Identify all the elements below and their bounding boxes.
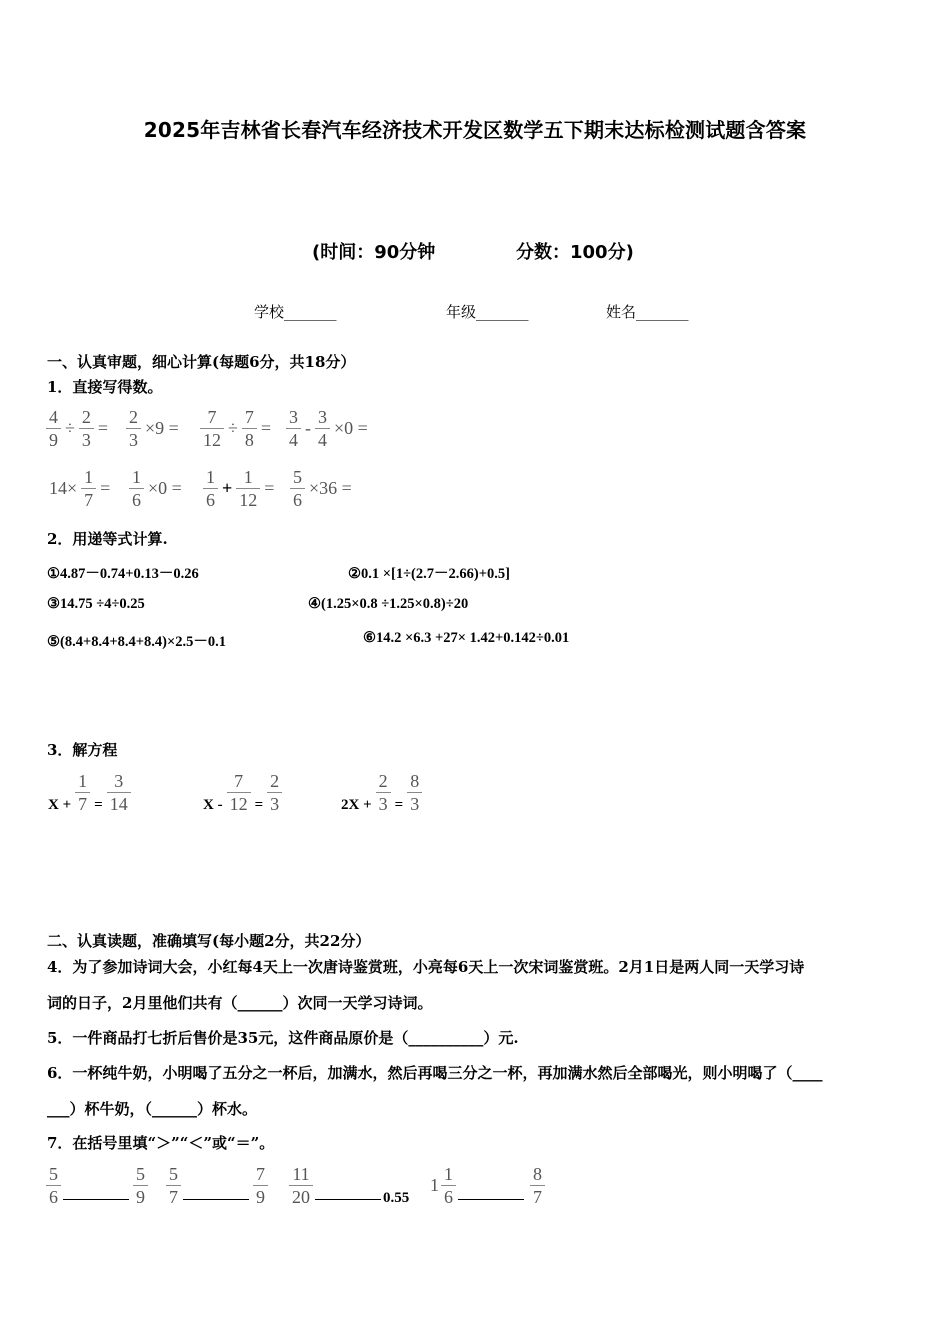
name-field: 姓名_______ [606,303,689,321]
equation-3: 2X + $\frac{2}{3}$ = $\frac{8}{3}$ [339,770,424,815]
q1-row1-item4: $\frac{3}{4}$ - $\frac{3}{4}$ ×0 = [284,406,370,451]
question-7-label: 7．在括号里填“＞”“＜”或“＝”。 [47,1134,275,1152]
q1-row2-item2: $\frac{1}{6}$ ×0 = [127,466,184,511]
question-1-label: 1．直接写得数。 [47,378,163,396]
q2-item-2: ②0.1 ×[1÷(2.7－2.66)+0.5] [348,566,510,582]
q1-row2-item4: $\frac{5}{6}$ ×36 = [288,466,354,511]
question-5: 5．一件商品打七折后售价是35元，这件商品原价是（__________）元. [47,1029,519,1047]
exam-time: (时间：90分钟 [312,242,436,263]
question-2-label: 2．用递等式计算. [47,530,168,548]
school-field: 学校_______ [254,303,337,321]
answer-blank[interactable] [183,1199,249,1200]
question-6-line1: 6．一杯纯牛奶，小明喝了五分之一杯后，加满水，然后再喝三分之一杯，再加满水然后全部喝光，则小明喝了（____ [47,1064,823,1082]
equation-1: X + $\frac{1}{7}$ = $\frac{3}{14}$ [46,770,133,815]
compare-2: $\frac{5}{7}$ $\frac{7}{9}$ [164,1163,270,1208]
q2-item-3: ③14.75 ÷4÷0.25 [47,596,145,612]
section-2-heading: 二、认真读题，准确填写(每小题2分，共22分） [47,932,371,950]
equation-2: X - $\frac{7}{12}$ = $\frac{2}{3}$ [201,770,284,815]
compare-3: $\frac{11}{20}$ 0.55 [287,1163,411,1208]
compare-1: $\frac{5}{6}$ $\frac{5}{9}$ [44,1163,150,1208]
answer-blank[interactable] [315,1199,381,1200]
question-4-line1: 4．为了参加诗词大会，小红每4天上一次唐诗鉴赏班，小亮每6天上一次宋词鉴赏班。2月1日是两人同一天学习诗 [47,958,805,976]
question-4-line2: 词的日子，2月里他们共有（______）次同一天学习诗词。 [47,994,433,1012]
q1-row2-item3: $\frac{1}{6}$ + $\frac{1}{12}$ = [201,466,276,511]
q2-item-1: ①4.87－0.74+0.13－0.26 [47,566,199,582]
answer-blank[interactable] [63,1199,129,1200]
q1-row1-item1: $\frac{4}{9}$ ÷ $\frac{2}{3}$ = [44,406,110,451]
grade-field: 年级_______ [446,303,529,321]
compare-4: 1 $\frac{1}{6}$ $\frac{8}{7}$ [428,1163,547,1208]
section-1-heading: 一、认真审题，细心计算(每题6分，共18分） [47,353,356,371]
q1-row2-item1: 14× $\frac{1}{7}$ = [49,467,111,510]
exam-score: 分数：100分) [516,242,634,263]
q2-item-4: ④(1.25×0.8 ÷1.25×0.8)÷20 [308,596,469,612]
answer-blank[interactable] [458,1199,524,1200]
q2-item-5: ⑤(8.4+8.4+8.4+8.4)×2.5－0.1 [47,634,226,650]
q1-row1-item3: $\frac{7}{12}$ ÷ $\frac{7}{8}$ = [198,406,273,451]
q1-row1-item2: $\frac{2}{3}$ ×9 = [124,406,181,451]
page-title: 2025年吉林省长春汽车经济技术开发区数学五下期末达标检测试题含答案 [143,118,807,142]
q2-item-6: ⑥14.2 ×6.3 +27× 1.42+0.142÷0.01 [363,630,570,646]
question-3-label: 3．解方程 [47,741,118,759]
question-6-line2: ___）杯牛奶，（______）杯水。 [47,1100,258,1118]
